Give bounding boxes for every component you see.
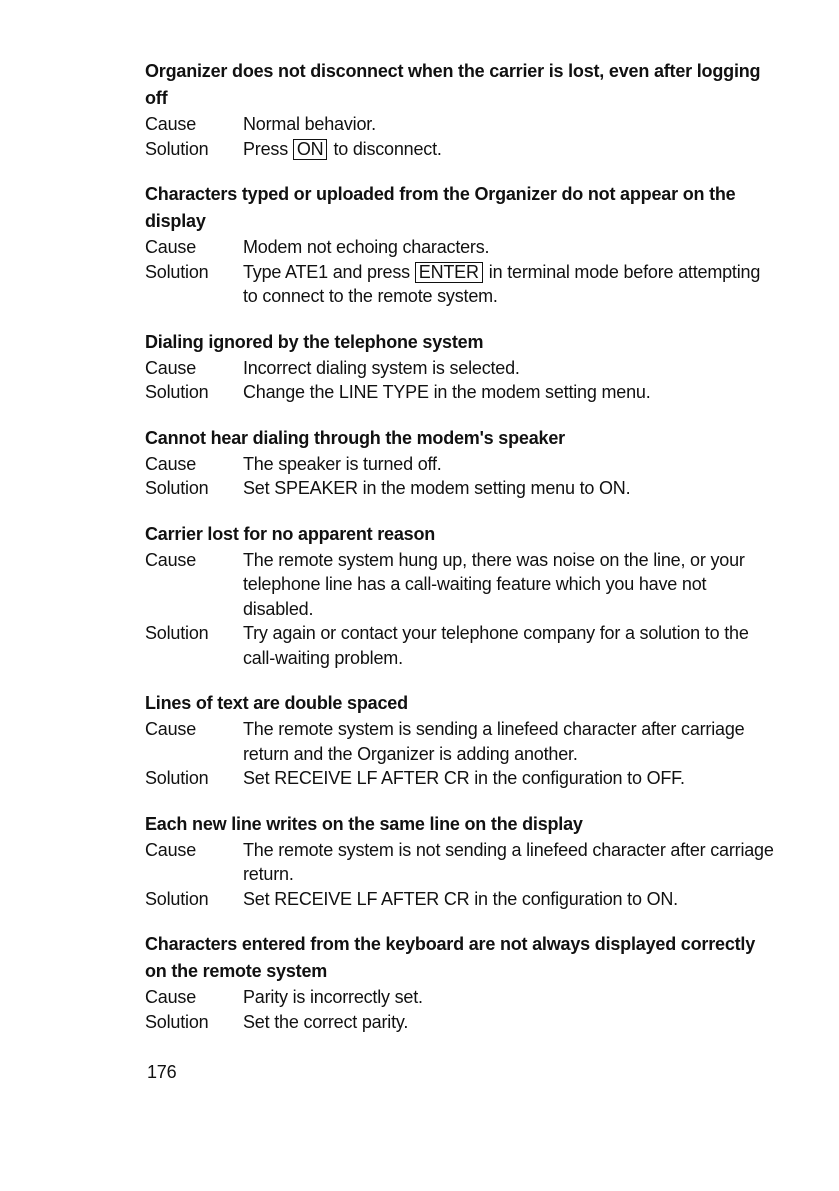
cause-text: The remote system is not sending a linefeed character after carriage return.	[243, 839, 774, 884]
solution-label: Solution	[145, 1011, 209, 1032]
cause-row	[145, 838, 775, 887]
cause-row	[145, 452, 775, 477]
solution-text: Set SPEAKER in the modem setting menu to ON.	[243, 478, 631, 498]
solution-row	[145, 260, 775, 309]
troubleshooting-entry	[145, 58, 775, 161]
troubleshooting-entry	[145, 521, 775, 671]
solution-row	[145, 1010, 775, 1035]
cause-row	[145, 548, 775, 622]
troubleshooting-entry	[145, 329, 775, 405]
page-number: 176	[147, 1062, 177, 1082]
solution-text: Set RECEIVE LF AFTER CR in the configuration to OFF.	[243, 768, 685, 788]
cause-label: Cause	[145, 839, 197, 860]
solution-suffix: in terminal mode before attempting to connect to the remote system.	[243, 261, 761, 306]
cause-label: Cause	[145, 357, 197, 378]
solution-text: Try again or contact your telephone company for a solution to the call-waiting problem.	[243, 623, 749, 668]
solution-prefix: Press	[243, 138, 289, 159]
cause-text: The speaker is turned off.	[243, 453, 442, 474]
solution-row	[145, 766, 775, 791]
troubleshooting-page	[145, 58, 775, 1054]
solution-suffix: to disconnect.	[333, 138, 442, 159]
cause-row	[145, 356, 775, 381]
cause-label: Cause	[145, 719, 197, 739]
solution-text	[243, 137, 775, 162]
solution-row	[145, 476, 775, 501]
cause-text: Parity is incorrectly set.	[243, 987, 423, 1007]
troubleshooting-entry	[145, 931, 775, 1034]
solution-row	[145, 887, 775, 912]
troubleshooting-entry	[145, 425, 775, 501]
cause-row	[145, 112, 775, 137]
solution-row	[145, 621, 775, 670]
cause-row	[145, 235, 775, 260]
cause-label: Cause	[145, 549, 197, 570]
enter-key-icon: ENTER	[415, 262, 483, 283]
cause-label: Cause	[145, 237, 197, 257]
solution-label: Solution	[145, 768, 209, 788]
troubleshooting-entry	[145, 811, 775, 912]
solution-label: Solution	[145, 138, 209, 159]
cause-label: Cause	[145, 114, 197, 134]
cause-text: Modem not echoing characters.	[243, 237, 490, 257]
problem-heading: Cannot hear dialing through the modem's speaker	[145, 427, 565, 448]
solution-label: Solution	[145, 888, 209, 909]
solution-label: Solution	[145, 478, 209, 498]
problem-heading: Organizer does not disconnect when the carrier is lost, even after logging off	[145, 61, 761, 108]
solution-label: Solution	[145, 261, 209, 282]
cause-row	[145, 717, 775, 766]
problem-heading: Each new line writes on the same line on the display	[145, 813, 583, 834]
cause-text: Normal behavior.	[243, 114, 376, 134]
on-key-icon: ON	[293, 139, 328, 160]
cause-text: Incorrect dialing system is selected.	[243, 357, 520, 378]
cause-label: Cause	[145, 453, 197, 474]
solution-text: Change the LINE TYPE in the modem setting menu.	[243, 382, 651, 402]
solution-row	[145, 380, 775, 405]
problem-heading: Characters entered from the keyboard are not always displayed correctly on the remote system	[145, 934, 756, 981]
solution-label: Solution	[145, 382, 209, 402]
troubleshooting-entry	[145, 181, 775, 309]
troubleshooting-entry	[145, 690, 775, 791]
solution-text: Set RECEIVE LF AFTER CR in the configuration to ON.	[243, 888, 678, 909]
problem-heading: Characters typed or uploaded from the Organizer do not appear on the display	[145, 184, 736, 231]
solution-text	[243, 260, 775, 309]
cause-row	[145, 985, 775, 1010]
problem-heading: Carrier lost for no apparent reason	[145, 523, 436, 544]
solution-text: Set the correct parity.	[243, 1011, 409, 1032]
solution-prefix: Type ATE1 and press	[243, 261, 410, 282]
cause-text: The remote system hung up, there was noise on the line, or your telephone line has a call-waiting feature which you have not disabled.	[243, 549, 745, 619]
solution-label: Solution	[145, 623, 209, 643]
problem-heading: Dialing ignored by the telephone system	[145, 331, 484, 352]
cause-text: The remote system is sending a linefeed character after carriage return and the Organizer is adding another.	[243, 719, 745, 764]
cause-label: Cause	[145, 987, 197, 1007]
solution-row	[145, 137, 775, 162]
problem-heading: Lines of text are double spaced	[145, 693, 408, 713]
